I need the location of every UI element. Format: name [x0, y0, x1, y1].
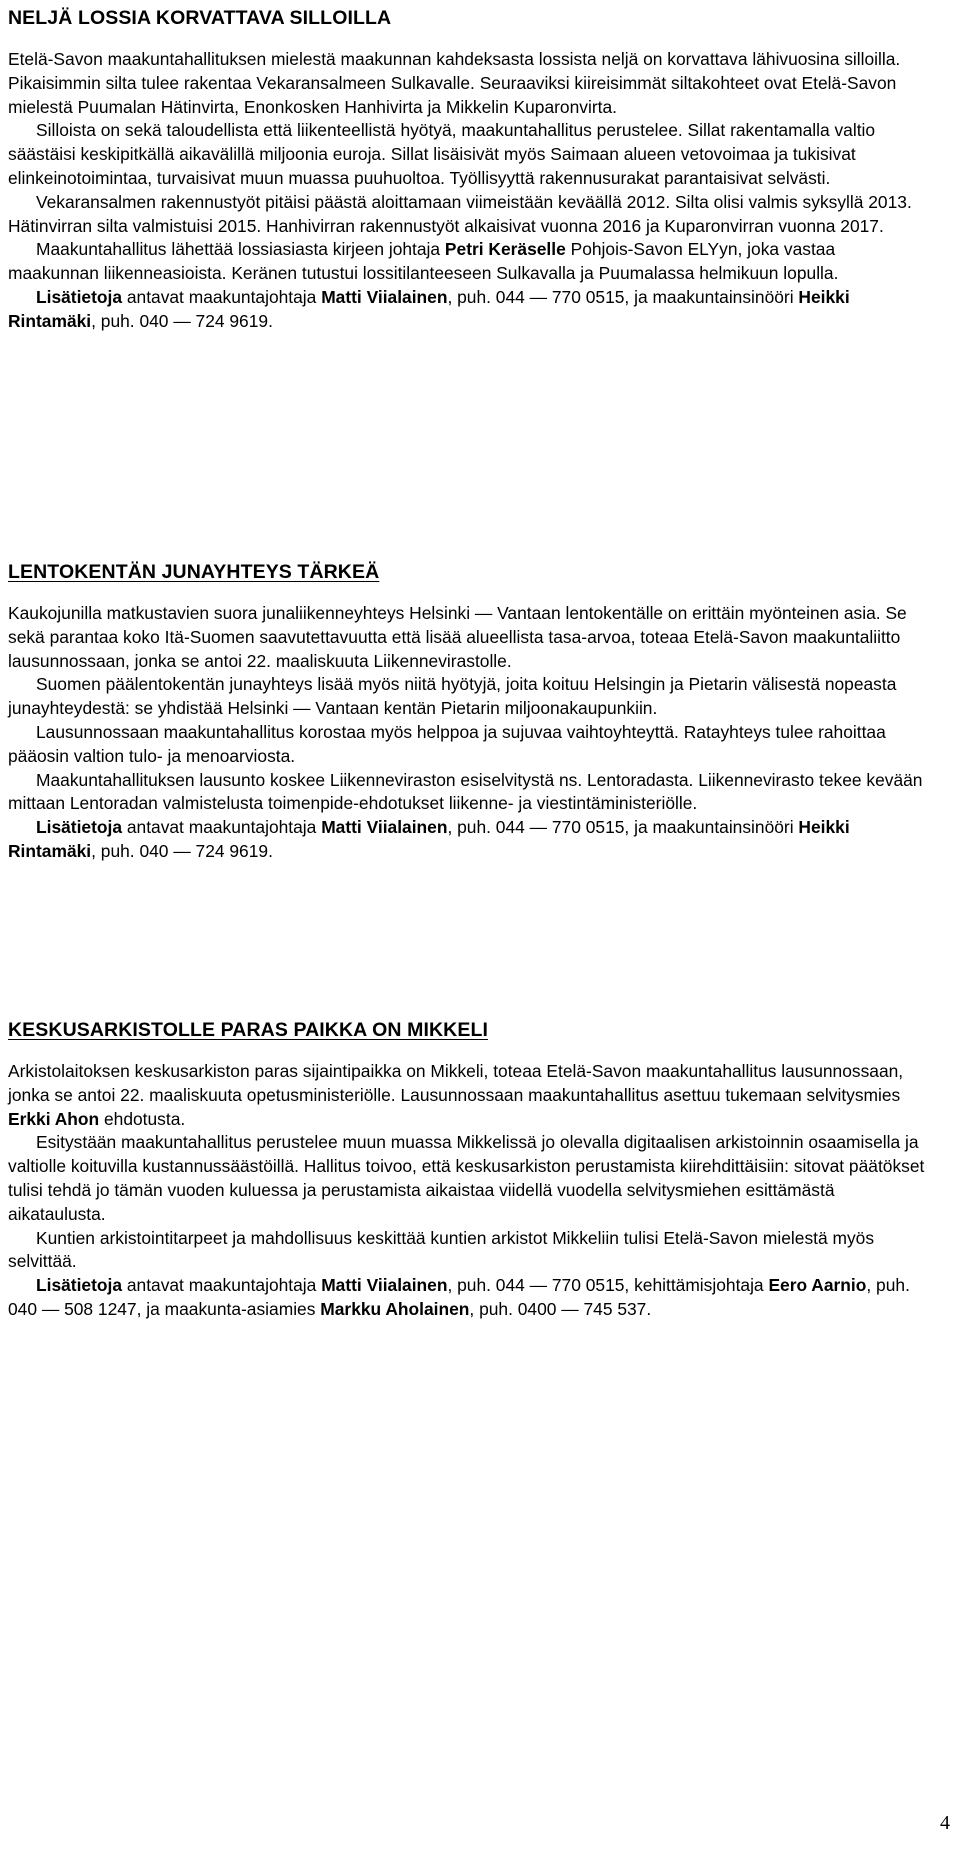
text-run: Etelä-Savon maakuntahallituksen mielestä maakunnan kahdeksasta lossista neljä on korvattava lähivuosina silloilla. Pikaisimmin silta tulee rakentaa Vekaransalmeen Sulkavalle. Seuraaviksi kiireisimmät siltakohteet ovat Etelä-Savon mielestä Puumalan Hätinvirta, Enonkosken Hanhivirta ja Mikkelin Kuparonvirta. [8, 49, 901, 117]
bold-text: Matti Viialainen [321, 1275, 448, 1296]
paragraph [8, 238, 928, 286]
bold-text: Eero Aarnio [768, 1275, 867, 1296]
bold-text: Erkki Ahon [8, 1108, 100, 1129]
bold-text: Petri Keräselle [444, 239, 566, 260]
paragraph [8, 673, 928, 721]
paragraph [8, 286, 928, 334]
text-run: , puh. 044 — 770 0515, kehittämisjohtaja [447, 1275, 769, 1296]
page-number: 4 [940, 1812, 950, 1834]
text-run: Maakuntahallitus lähettää lossiasiasta kirjeen johtaja [36, 239, 445, 260]
text-run: , puh. 040 — 724 9619. [91, 840, 273, 861]
text-run: Esitystään maakuntahallitus perustelee muun muassa Mikkelissä jo olevalla digitaalisen arkistoinnin osaamisella ja valtiolle koituvilla kustannussäästöillä. Hallitus toivoo, että keskusarkiston perustamista kiirehdittäisiin: sitovat päätökset tulisi tehdä jo tämän vuoden kuluessa ja perustamista aikaistaa viidellä vuodella selvitysmiehen esittämästä aikataulusta. [8, 1132, 925, 1224]
text-run: Lausunnossaan maakuntahallitus korostaa myös helppoa ja sujuvaa vaihtoyhteyttä. Ratayhteys tulee rahoittaa pääosin valtion tulo- ja menoarviosta. [8, 721, 886, 766]
paragraph [8, 1060, 928, 1131]
article-body [8, 1060, 928, 1322]
text-run: Maakuntahallituksen lausunto koskee Liikenneviraston esiselvitystä ns. Lentoradasta. Liikennevirasto tekee kevään mittaan Lentoradan valmistelusta toimenpide-ehdotukset liikenne- ja viestintäministeriölle. [8, 769, 923, 814]
bold-text: Markku Aholainen [320, 1298, 470, 1319]
article-airport-rail [8, 560, 928, 864]
text-run: , puh. 044 — 770 0515, ja maakuntainsinööri [447, 817, 799, 838]
article-heading: LENTOKENTÄN JUNAYHTEYS TÄRKEÄ [8, 561, 380, 583]
paragraph [8, 769, 928, 817]
bold-text: Matti Viialainen [321, 817, 448, 838]
paragraph [8, 191, 928, 239]
bold-text: Lisätietoja [36, 1275, 123, 1296]
text-run: Kaukojunilla matkustavien suora junaliikenneyhteys Helsinki — Vantaan lentokentälle on erittäin myönteinen asia. Se sekä parantaa koko Itä-Suomen saavutettavuutta että lisää alueellista tasa-arvoa, toteaa Etelä-Savon maakuntaliitto lausunnossaan, jonka se antoi 22. maaliskuuta Liikennevirastolle. [8, 603, 907, 671]
article-bridges [8, 6, 928, 334]
article-heading: NELJÄ LOSSIA KORVATTAVA SILLOILLA [8, 7, 392, 29]
bold-text: Heikki Rintamäki [8, 286, 850, 331]
text-run: antavat maakuntajohtaja [122, 1275, 322, 1296]
article-body [8, 602, 928, 864]
text-run: , puh. 0400 — 745 537. [469, 1298, 652, 1319]
paragraph [8, 602, 928, 673]
text-run: antavat maakuntajohtaja [122, 286, 322, 307]
bold-text: Lisätietoja [36, 286, 123, 307]
article-heading: KESKUSARKISTOLLE PARAS PAIKKA ON MIKKELI [8, 1019, 488, 1041]
text-run: Silloista on sekä taloudellista että liikenteellistä hyötyä, maakuntahallitus perustelee. Sillat rakentamalla valtio säästäisi keskipitkällä aikavälillä miljoonia euroja. Sillat lisäisivät myös Saimaan alueen vetovoimaa ja tukisivat elinkeinotoimintaa, turvaisivat muun muassa puuhuoltoa. Työllisyyttä rakennusurakat parantaisivat selvästi. [8, 120, 876, 188]
text-run: , puh. 044 — 770 0515, ja maakuntainsinööri [447, 286, 799, 307]
paragraph [8, 721, 928, 769]
text-run: Arkistolaitoksen keskusarkiston paras sijaintipaikka on Mikkeli, toteaa Etelä-Savon maakuntahallitus lausunnossaan, jonka se antoi 22. maaliskuuta opetusministeriölle. Lausunnossaan maakuntahallitus asettuu tukemaan selvitysmies [8, 1061, 904, 1105]
bold-text: Heikki Rintamäki [8, 817, 850, 861]
text-run: Vekaransalmen rakennustyöt pitäisi päästä aloittamaan viimeistään keväällä 2012. Silta olisi valmis syksyllä 2013. Hätinvirran silta valmistuisi 2015. Hanhivirran rakennustyöt alkaisivat vuonna 2016 ja Kuparonvirran vuonna 2017. [8, 191, 912, 236]
paragraph [8, 1227, 928, 1275]
text-run: , puh. 040 — 508 1247, ja maakunta-asiamies [8, 1275, 910, 1319]
paragraph [8, 1274, 928, 1322]
text-run: Pohjois-Savon ELYyn, joka vastaa maakunnan liikenneasioista. Keränen tutustui lossitilanteeseen Sulkavalla ja Puumalassa helmikuun lopulla. [8, 239, 839, 284]
article-body [8, 48, 928, 334]
bold-text: Lisätietoja [36, 817, 123, 838]
paragraph [8, 816, 928, 864]
text-run: Suomen päälentokentän junayhteys lisää myös niitä hyötyjä, joita koituu Helsingin ja Pietarin välisestä nopeasta junayhteydestä: se yhdistää Helsinki — Vantaan kentän Pietarin miljoonakaupunkiin. [8, 674, 897, 719]
paragraph [8, 1131, 928, 1226]
bold-text: Matti Viialainen [321, 286, 448, 307]
paragraph [8, 48, 928, 119]
article-central-archive [8, 1018, 928, 1322]
paragraph [8, 119, 928, 190]
text-run: ehdotusta. [99, 1108, 186, 1129]
text-run: antavat maakuntajohtaja [122, 817, 322, 838]
text-run: , puh. 040 — 724 9619. [91, 310, 273, 331]
text-run: Kuntien arkistointitarpeet ja mahdollisuus keskittää kuntien arkistot Mikkeliin tulisi Etelä-Savon mielestä myös selvittää. [8, 1227, 875, 1272]
